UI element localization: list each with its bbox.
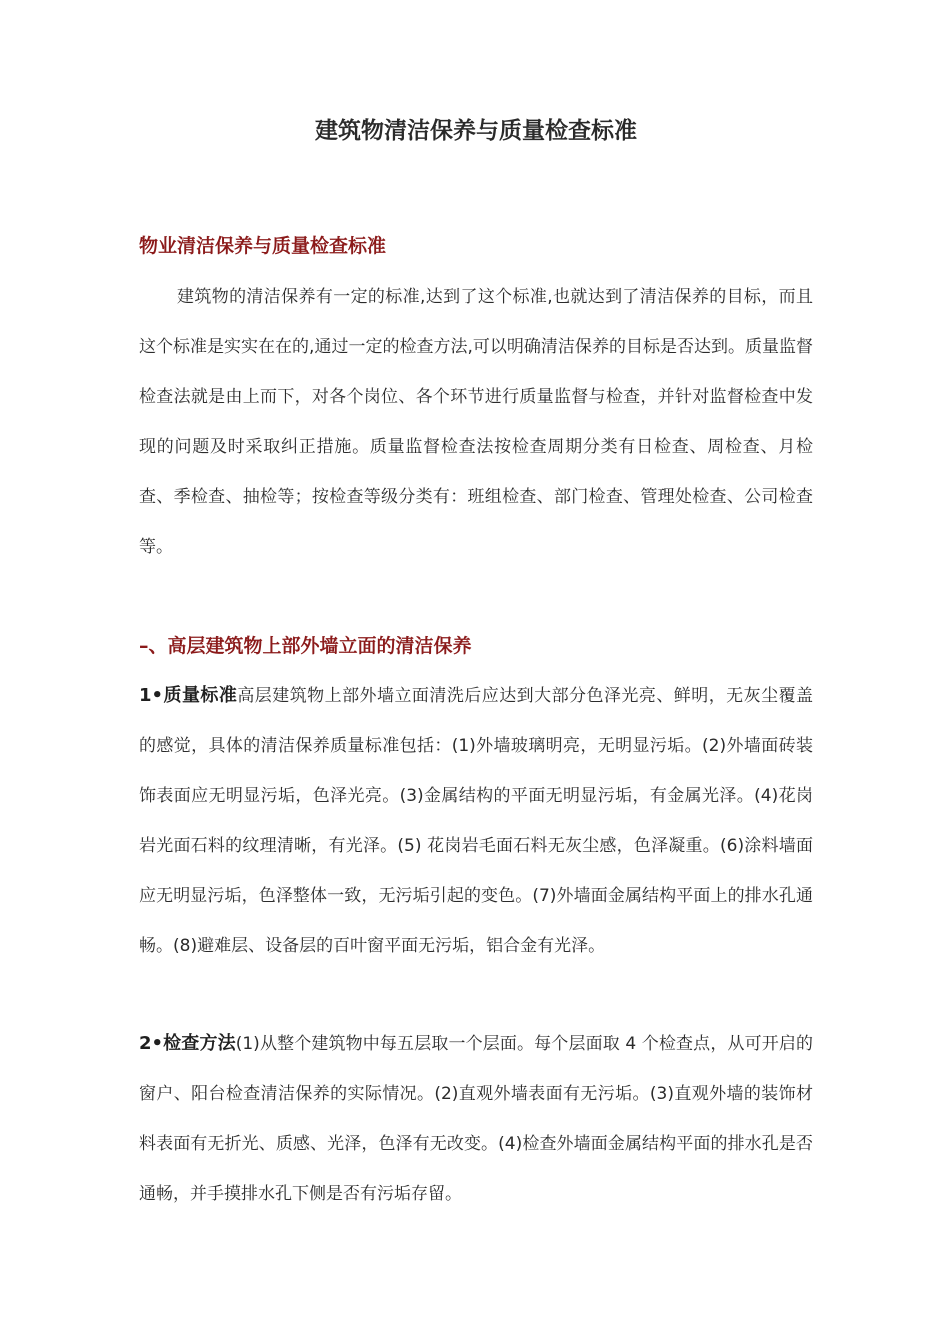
- item2-text: (1)从整个建筑物中每五层取一个层面。每个层面取 4 个检查点，从可开启的窗户、阳台检查清洁保养的实际情况。(2)直观外墙表面有无污垢。(3)直观外墙的装饰材料表面有无折光、质感、光泽，色泽有无改变。(4)检查外墙面金属结构平面的排水孔是否通畅，并手摸排水孔下侧是否有污垢存留。: [139, 1034, 814, 1204]
- item1-paragraph: [139, 671, 813, 971]
- item1-lead: 1•质量标准: [139, 685, 238, 706]
- item2-lead: 2•检查方法: [139, 1033, 236, 1054]
- part1-heading: –、高层建筑物上部外墙立面的清洁保养: [139, 635, 472, 657]
- intro-paragraph: 建筑物的清洁保养有一定的标准,达到了这个标准,也就达到了清洁保养的目标，而且这个标准是实实在在的,通过一定的检查方法,可以明确清洁保养的目标是否达到。质量监督检查法就是由上而下，对各个岗位、各个环节进行质量监督与检查，并针对监督检查中发现的问题及时采取纠正措施。质量监督检查法按检查周期分类有日检查、周检查、月检查、季检查、抽检等；按检查等级分类有：班组检查、部门检查、管理处检查、公司检查等。: [139, 287, 813, 557]
- section-heading: 物业清洁保养与质量检查标准: [139, 235, 387, 257]
- item2-paragraph: [139, 1019, 813, 1219]
- item1-text: 高层建筑物上部外墙立面清洗后应达到大部分色泽光亮、鲜明，无灰尘覆盖的感觉，具体的清洁保养质量标准包括：(1)外墙玻璃明亮，无明显污垢。(2)外墙面砖装饰表面应无明显污垢，色泽光亮。(3)金属结构的平面无明显污垢，有金属光泽。(4)花岗岩光面石料的纹理清晰，有光泽。(5) 花岗岩毛面石料无灰尘感，色泽凝重。(6)涂料墙面应无明显污垢，色泽整体一致，无污垢引起的变色。(7)外墙面金属结构平面上的排水孔通畅。(8)避难层、设备层的百叶窗平面无污垢，铝合金有光泽。: [139, 686, 814, 956]
- document-title: 建筑物清洁保养与质量检查标准: [315, 118, 637, 144]
